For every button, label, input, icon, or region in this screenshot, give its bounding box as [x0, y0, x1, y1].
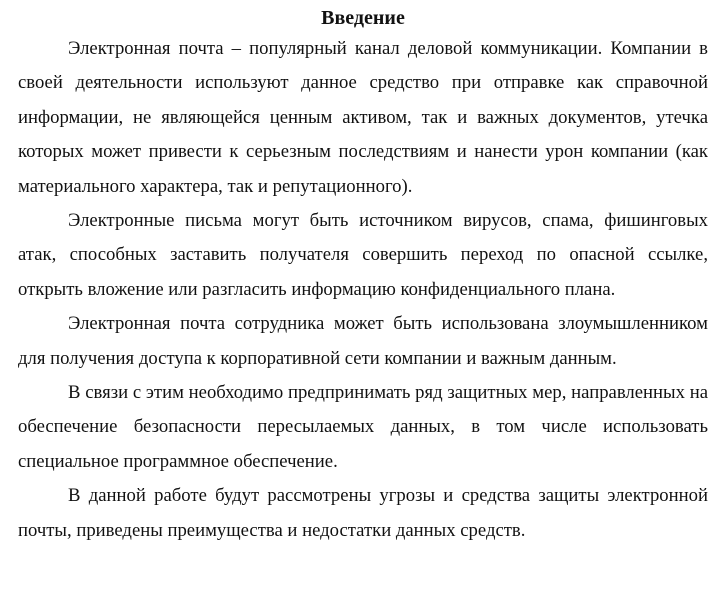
- section-heading: Введение: [321, 7, 405, 29]
- paragraph-3: Электронная почта сотрудника может быть использована злоумышленником для получения доступа к корпоративной сети компании и важным данным.: [18, 313, 708, 369]
- paragraph-5: В данной работе будут рассмотрены угрозы и средства защиты электронной почты, приведены преимущества и недостатки данных средств.: [18, 485, 708, 541]
- paragraph-1: Электронная почта – популярный канал деловой коммуникации. Компании в своей деятельности используют данное средство при отправке как справочной информации, не являющейся ценным активом, так и важных документов, утечка которых может привести к серьезным последствиям и нанести урон компании (как материального характера, так и репутационного).: [18, 38, 708, 197]
- paragraph-4: В связи с этим необходимо предпринимать ряд защитных мер, направленных на обеспечение безопасности пересылаемых данных, в том числе использовать специальное программное обеспечение.: [18, 382, 708, 472]
- paragraph-2: Электронные письма могут быть источником вирусов, спама, фишинговых атак, способных заставить получателя совершить переход по опасной ссылке, открыть вложение или разгласить информацию конфиденциального плана.: [18, 210, 708, 300]
